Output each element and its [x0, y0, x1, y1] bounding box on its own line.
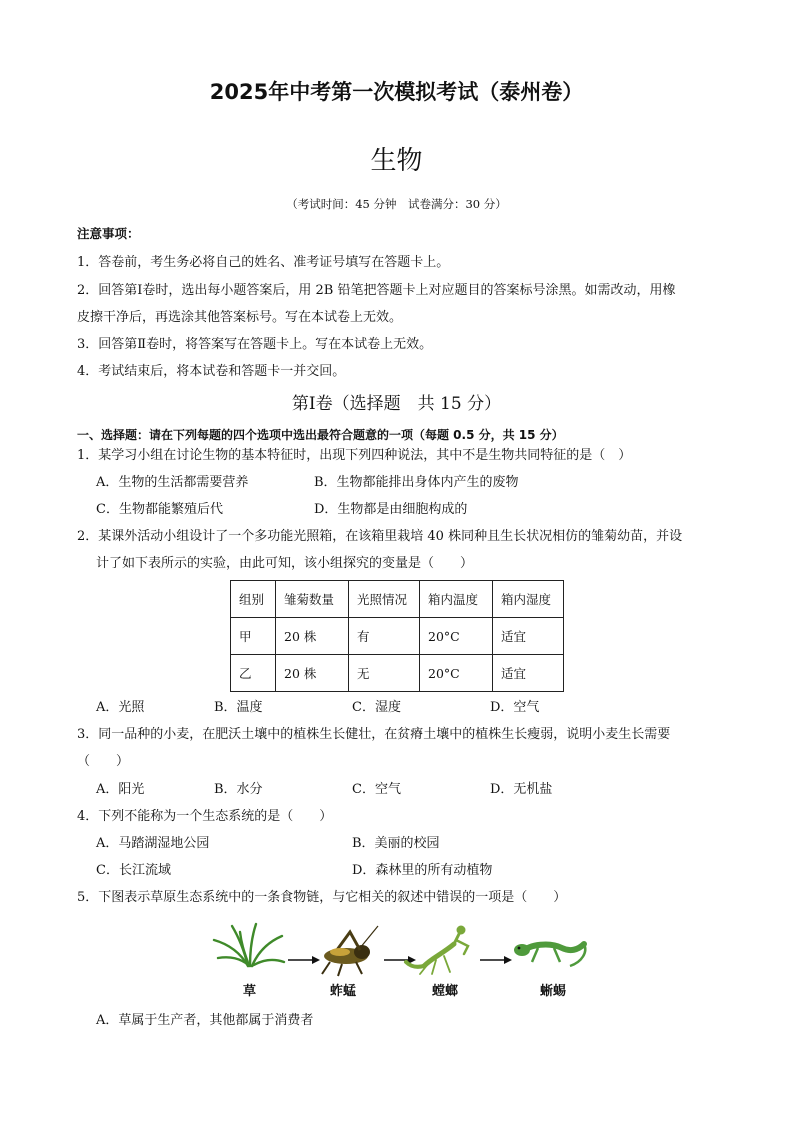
table-header: 雏菊数量	[276, 581, 349, 618]
table-cell: 20°C	[420, 655, 493, 692]
option-c: C．湿度	[352, 700, 401, 715]
arrow-icon	[384, 956, 416, 964]
table-cell: 20 株	[276, 655, 349, 692]
table-header: 组别	[231, 581, 276, 618]
question-stem: 3．同一品种的小麦，在肥沃土壤中的植株生长健壮，在贫瘠土壤中的植株生长瘦弱，说明小麦生长需要	[77, 727, 671, 742]
notice-heading: 注意事项：	[77, 226, 140, 241]
experiment-table	[230, 580, 564, 692]
exam-title: 2025年中考第一次模拟考试（泰州卷）	[209, 80, 584, 104]
exam-info: （考试时间：45 分钟 试卷满分：30 分）	[286, 197, 507, 211]
option-c: C．长江流域	[96, 863, 171, 878]
chain-label-grasshopper: 蚱蜢	[330, 984, 357, 999]
option-b: B．水分	[214, 782, 263, 797]
section-title: 第Ⅰ卷（选择题 共 15 分）	[291, 394, 502, 414]
chain-label-lizard: 蜥蜴	[540, 984, 567, 999]
arrow-icon	[288, 956, 320, 964]
mantis-icon	[406, 926, 468, 974]
option-a: A．草属于生产者，其他都属于消费者	[96, 1013, 314, 1028]
grasshopper-icon	[322, 926, 378, 976]
option-a: A．阳光	[96, 782, 145, 797]
option-d: D．无机盐	[490, 782, 553, 797]
table-cell: 20 株	[276, 618, 349, 655]
chain-label-mantis: 螳螂	[432, 984, 459, 999]
option-a: A．生物的生活都需要营养	[96, 475, 249, 490]
table-cell: 有	[349, 618, 420, 655]
table-row	[231, 655, 564, 692]
lizard-icon	[514, 944, 585, 966]
question-stem-cont: 计了如下表所示的实验，由此可知，该小组探究的变量是（ ）	[96, 556, 474, 571]
food-chain-figure	[210, 922, 590, 1002]
table-header-row	[231, 581, 564, 618]
table-cell: 适宜	[493, 618, 564, 655]
table-cell: 甲	[231, 618, 276, 655]
table-cell: 乙	[231, 655, 276, 692]
part-heading: 一、选择题：请在下列每题的四个选项中选出最符合题意的一项（每题 0.5 分，共 15 分）	[77, 428, 564, 442]
table-cell: 20°C	[420, 618, 493, 655]
option-b: B．温度	[214, 700, 263, 715]
option-a: A．光照	[96, 700, 145, 715]
notice-item: 3．回答第Ⅱ卷时，将答案写在答题卡上。写在本试卷上无效。	[77, 337, 433, 352]
question-stem: 1．某学习小组在讨论生物的基本特征时，出现下列四种说法，其中不是生物共同特征的是（ ）	[77, 448, 632, 463]
option-c: C．生物都能繁殖后代	[96, 502, 223, 517]
option-b: B．美丽的校园	[352, 836, 440, 851]
subject-title: 生物	[370, 146, 423, 176]
question-stem-cont: （ ）	[77, 754, 130, 769]
grass-icon	[214, 924, 284, 966]
table-header: 箱内湿度	[493, 581, 564, 618]
option-c: C．空气	[352, 782, 401, 797]
table-row	[231, 618, 564, 655]
table-header: 光照情况	[349, 581, 420, 618]
option-d: D．生物都是由细胞构成的	[314, 502, 468, 517]
table-header: 箱内温度	[420, 581, 493, 618]
question-stem: 4．下列不能称为一个生态系统的是（ ）	[77, 809, 333, 824]
arrow-icon	[480, 956, 512, 964]
option-d: D．空气	[490, 700, 540, 715]
chain-label-grass: 草	[243, 984, 257, 999]
option-d: D．森林里的所有动植物	[352, 863, 493, 878]
table-cell: 适宜	[493, 655, 564, 692]
notice-item: 皮擦干净后，再选涂其他答案标号。写在本试卷上无效。	[77, 310, 403, 325]
option-b: B．生物都能排出身体内产生的废物	[314, 475, 519, 490]
notice-item: 1．答卷前，考生务必将自己的姓名、准考证号填写在答题卡上。	[77, 255, 450, 270]
option-a: A．马踏湖湿地公园	[96, 836, 210, 851]
notice-item: 4．考试结束后，将本试卷和答题卡一并交回。	[77, 364, 346, 379]
food-chain-drawing	[210, 922, 590, 978]
question-stem: 5．下图表示草原生态系统中的一条食物链，与它相关的叙述中错误的一项是（ ）	[77, 890, 567, 905]
question-stem: 2．某课外活动小组设计了一个多功能光照箱，在该箱里栽培 40 株同种且生长状况相仿的雏菊幼苗，并设	[77, 529, 683, 544]
notice-item: 2．回答第Ⅰ卷时，选出每小题答案后，用 2B 铅笔把答题卡上对应题目的答案标号涂黑。如需改动，用橡	[77, 283, 676, 298]
table-cell: 无	[349, 655, 420, 692]
